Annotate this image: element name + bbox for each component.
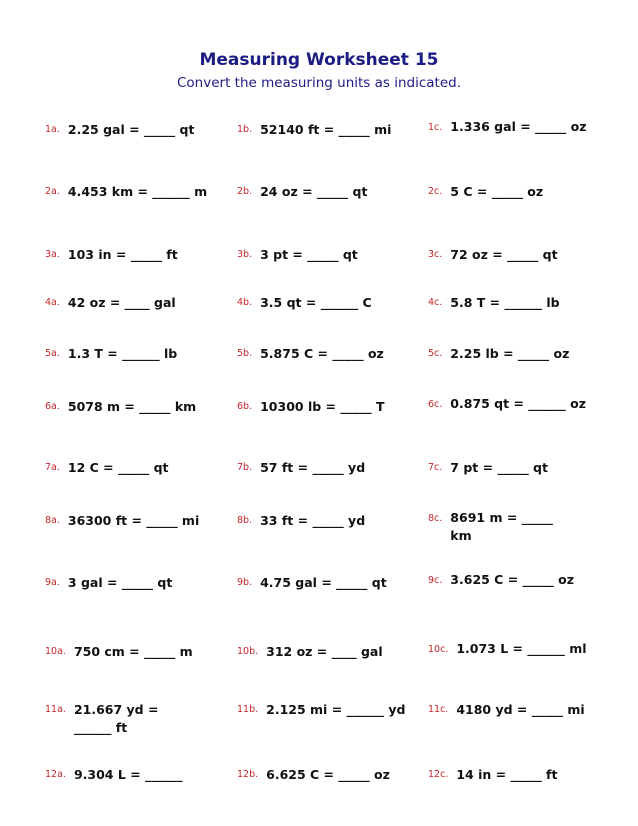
problem-text: 0.875 qt = ______ oz [450,396,587,411]
problem-text: 24 oz = _____ qt [260,184,368,199]
problem-number: 12b. [237,769,259,780]
problem-text: 10300 lb = _____ T [260,399,385,414]
problem-item [45,121,225,139]
problem-number: 10c. [428,644,449,655]
problem-text: 1.336 gal = _____ oz [450,119,587,134]
problem-number: 6c. [428,399,443,410]
problem-item [45,345,225,363]
problem-text: 5 C = _____ oz [450,184,544,199]
problem-number: 6a. [45,401,60,412]
problem-item [45,459,225,477]
problem-text: 2.125 mi = ______ yd [266,702,406,717]
problem-item [428,121,598,136]
worksheet-title: Measuring Worksheet 15 [199,50,439,70]
problem-text: 33 ft = _____ yd [260,513,366,528]
problem-number: 4b. [237,297,253,308]
problem-item [237,459,417,477]
problem-number: 2c. [428,186,443,197]
problem-text: 5078 m = _____ km [67,399,197,414]
problem-number: 4a. [45,297,60,308]
problem-item [428,459,598,477]
problem-text: 4.453 km = ______ m [67,184,208,199]
problem-item [237,246,417,264]
problem-item [45,643,225,661]
problem-text: 4.75 gal = _____ qt [260,575,387,590]
problem-item [237,121,417,139]
problem-item [428,512,598,545]
problem-item [45,574,225,592]
problem-number: 2a. [45,186,60,197]
problem-number: 2b. [237,186,253,197]
problem-text: 8691 m = _____ km [450,510,553,543]
problem-item [428,183,598,201]
problem-item [237,643,417,661]
problem-number: 1c. [428,122,443,133]
problem-number: 3b. [237,249,253,260]
problem-number: 11b. [237,704,259,715]
problem-number: 5a. [45,348,60,359]
problem-item [45,398,225,416]
problem-item [237,345,417,363]
problem-number: 10a. [45,646,66,657]
problem-text: 9.304 L = ______ [73,767,183,782]
problem-text: 36300 ft = _____ mi [67,513,200,528]
problem-number: 1a. [45,124,60,135]
problem-item [45,766,225,784]
problem-item [428,398,598,413]
problem-number: 7b. [237,462,253,473]
problem-item [237,183,417,201]
problem-text: 12 C = _____ qt [67,460,169,475]
problem-item [45,701,225,737]
problem-text: 21.667 yd = ______ ft [73,702,159,735]
problem-item [237,398,417,416]
problem-text: 4180 yd = _____ mi [456,702,585,717]
problem-item [428,766,598,784]
problem-item [45,183,225,201]
problem-text: 57 ft = _____ yd [260,460,366,475]
problem-text: 3.5 qt = ______ C [260,295,372,310]
problem-item [45,294,225,312]
problem-number: 12a. [45,769,66,780]
problem-number: 3a. [45,249,60,260]
problem-item [428,701,598,719]
problem-number: 8a. [45,515,60,526]
problem-number: 6b. [237,401,253,412]
problem-number: 12c. [428,769,449,780]
problem-item [237,766,417,784]
problem-item [237,294,417,312]
problem-number: 3c. [428,249,443,260]
problem-text: 1.073 L = ______ ml [456,641,587,656]
problem-number: 10b. [237,646,259,657]
problem-item [45,512,225,530]
problem-text: 7 pt = _____ qt [450,460,548,475]
problem-text: 14 in = _____ ft [456,767,558,782]
problem-text: 6.625 C = _____ oz [266,767,390,782]
problem-text: 103 in = _____ ft [67,247,178,262]
problem-text: 2.25 gal = _____ qt [67,122,195,137]
problem-number: 8c. [428,513,443,524]
problem-number: 4c. [428,297,443,308]
problem-text: 750 cm = _____ m [73,644,193,659]
problem-text: 72 oz = _____ qt [450,247,558,262]
problem-text: 1.3 T = ______ lb [67,346,178,361]
problem-number: 11c. [428,704,449,715]
problem-item [428,574,598,589]
problem-item [237,574,417,592]
problem-number: 5b. [237,348,253,359]
problem-text: 3 pt = _____ qt [260,247,358,262]
problem-text: 5.8 T = ______ lb [450,295,560,310]
problem-item [428,345,598,363]
problem-text: 42 oz = ____ gal [67,295,176,310]
problem-item [45,246,225,264]
problem-item [428,246,598,264]
problem-item [428,294,598,312]
problem-number: 7a. [45,462,60,473]
problem-number: 11a. [45,704,66,715]
problem-item [237,512,417,530]
problem-item [237,701,417,719]
problem-text: 5.875 C = _____ oz [260,346,384,361]
problem-text: 3 gal = _____ qt [67,575,173,590]
problem-number: 9c. [428,575,443,586]
problem-item [428,643,598,658]
worksheet-instructions: Convert the measuring units as indicated. [176,75,461,91]
problem-number: 9b. [237,577,253,588]
problem-text: 312 oz = ____ gal [266,644,383,659]
problem-number: 1b. [237,124,253,135]
problem-number: 5c. [428,348,443,359]
problem-text: 3.625 C = _____ oz [450,572,575,587]
problem-text: 2.25 lb = _____ oz [450,346,570,361]
problem-number: 7c. [428,462,443,473]
problem-text: 52140 ft = _____ mi [260,122,392,137]
problem-number: 9a. [45,577,60,588]
problem-number: 8b. [237,515,253,526]
